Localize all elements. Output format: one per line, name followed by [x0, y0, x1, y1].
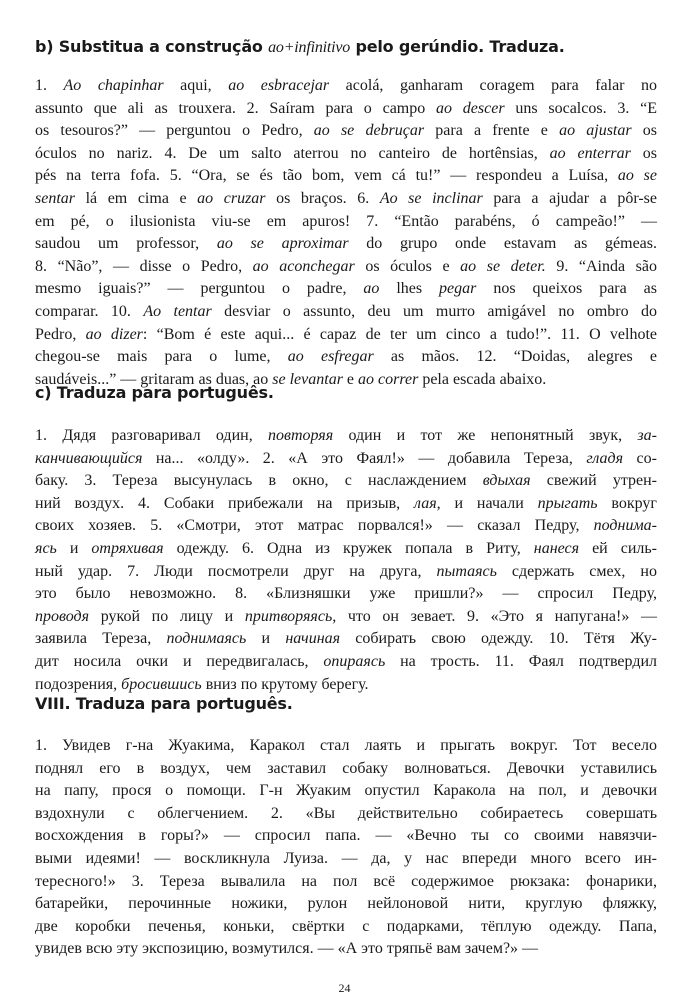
text-line: канчивающийся на... «олду». 2. «А это Фаял!» — добавила Тереза, гладя со- — [35, 449, 657, 467]
text-line: sentar lá em cima e ao cruzar os braços. 6. Ao se inclinar para a ajudar a pôr-se — [35, 189, 658, 207]
italic-term: лая, — [414, 494, 441, 512]
italic-term: поднима- — [593, 517, 657, 535]
text-line: тересного!» 3. Тереза вывалила на пол всё содержимое рюкзака: фонарики, — [35, 872, 657, 890]
text-line: увидев всю эту экспозицию, возмутился. — «А это тряпьё вам зачем?» — — [35, 940, 539, 958]
italic-term: ao se aproximar — [216, 235, 349, 253]
text-line: баку. 3. Тереза высунулась в окно, с наслаждением вдыхая свежий утрен- — [35, 472, 658, 490]
italic-term: поднимаясь — [166, 630, 247, 648]
text-line: 1. Увидев г-на Жуакима, Каракол стал лаять и прыгать вокруг. Тот весело — [35, 737, 657, 754]
section-viii-paragraph — [35, 735, 657, 961]
text-line: ний воздух. 4. Собаки прибежали на призыв, лая, и начали прыгать вокруг — [35, 494, 657, 512]
italic-term: прыгать — [537, 494, 598, 512]
italic-term: ao ajustar — [559, 122, 632, 140]
italic-term: притворяясь — [244, 607, 333, 625]
italic-term: ao aconchegar — [252, 257, 355, 275]
text-line: проводя рукой по лицу и притворяясь, что он зевает. 9. «Это я напугана!» — — [35, 607, 657, 625]
italic-term: ao cruzar — [197, 189, 266, 207]
text-line: ный удар. 7. Люди посмотрели друг на друга, пытаясь сдержать смех, но — [35, 562, 657, 580]
text-line: saudáveis...” — gritaram as duas, ao se levantar e ao correr pela escada abaixo. — [35, 370, 547, 388]
section-viii-heading: VIII. Traduza para português. — [35, 694, 293, 713]
text-line: ясь и отряхивая одежду. 6. Одна из кружек попала в Риту, нанеся ей силь- — [35, 539, 658, 557]
text-line: chegou-se mais para o lume, ao esfregar as mãos. 12. “Doidas, alegres e — [35, 348, 657, 366]
text-line: поднял его в воздух, чем заставил собаку волноваться. Девочки уставились — [35, 759, 657, 777]
text-line: выми идеями! — воскликнула Луиза. — да, у нас впереди много всего ин- — [35, 849, 657, 867]
italic-term: вдыхая — [482, 472, 531, 490]
text-line: saudou um professor, ao se aproximar do grupo onde estavam as gémeas. — [35, 235, 658, 253]
italic-term: Ao tentar — [143, 302, 212, 320]
italic-term: ao dizer — [85, 325, 143, 343]
italic-term: канчивающийся — [35, 449, 143, 467]
section-c-heading: c) Traduza para português. — [35, 383, 274, 402]
text-line: 1. Дядя разговаривал один, повторяя один и тот же непонятный звук, за- — [35, 427, 657, 444]
italic-term: sentar — [35, 189, 75, 207]
section-c-paragraph — [35, 425, 657, 696]
italic-term: пытаясь — [436, 562, 497, 580]
text-line: дит носила очки и передвигалась, опираясь на трость. 11. Фаял подтвердил — [35, 652, 657, 670]
italic-term: за- — [637, 427, 657, 444]
text-line: это было невозможно. 8. «Близняшки уже пришли?» — спросил Педру, — [35, 585, 657, 603]
text-line: 1. Ao chapinhar aqui, ao esbracejar acolá, ganharam coragem para falar no — [35, 77, 658, 94]
text-line: своих хозяев. 5. «Смотри, этот матрас порвался!» — сказал Педру, поднима- — [35, 517, 657, 535]
text-line: на папу, прося о помощи. Г-н Жуаким опустил Каракола на пол, и девочки — [35, 782, 657, 800]
text-line: батарейки, перочинные ножики, рулон нейлоновой нити, круглую фляжку, — [35, 895, 657, 913]
italic-term: ao correr — [358, 370, 419, 388]
text-line: assunto que ali as trouxera. 2. Saíram para o campo ao descer uns socalcos. 3. “E — [35, 99, 657, 117]
italic-term: отряхивая — [91, 539, 164, 557]
italic-term: бросившись — [121, 675, 202, 693]
text-line: comparar. 10. Ao tentar desviar o assunto, deu um murro amigável no ombro do — [35, 302, 658, 320]
text-line: pés na terra fofa. 5. “Ora, se és tão bom, vem cá tu!” — respondeu a Luísa, ao se — [35, 167, 658, 185]
italic-term: повторяя — [268, 427, 334, 444]
text-line: 8. “Não”, — disse o Pedro, ao aconchegar os óculos e ao se deter. 9. “Ainda são — [35, 257, 658, 275]
text-line: os tesouros?” — perguntou o Pedro, ao se debruçar para a frente e ao ajustar os — [35, 122, 658, 140]
italic-term: ao se debruçar — [313, 122, 425, 140]
text-line: две коробки печенья, коньки, свёртки с подарками, тёплую одежду. Папа, — [35, 917, 657, 935]
italic-term: ao se deter. — [460, 257, 546, 275]
italic-term: se levantar — [272, 370, 343, 388]
italic-term: Ao se inclinar — [379, 189, 483, 207]
text-line: mesmo iguais?” — perguntou o padre, ao lhes pegar nos queixos para as — [35, 280, 657, 298]
italic-term: нанеся — [533, 539, 580, 557]
italic-term: ao — [363, 280, 380, 298]
italic-term: гладя — [586, 449, 624, 467]
italic-term: ao enterrar — [549, 144, 631, 162]
text-line: подозрения, бросившись вниз по крутому берегу. — [35, 675, 369, 693]
italic-term: проводя — [35, 607, 90, 625]
italic-term: ao esbracejar — [228, 77, 330, 94]
text-line: восхождения в горы?» — спросил папа. — «Вечно ты со своими навязчи- — [35, 827, 657, 845]
text-line: Pedro, ao dizer: “Bom é este aqui... é capaz de ter um cinco a tudo!”. 11. O velhote — [35, 325, 658, 343]
italic-term: опираясь — [323, 652, 386, 670]
italic-term: начиная — [285, 630, 341, 648]
italic-term: Ao chapinhar — [63, 77, 164, 94]
text-line: вздохнули с облегчением. 2. «Вы действительно собираетесь совершать — [35, 804, 657, 822]
section-b-paragraph — [35, 75, 657, 391]
italic-term: ясь — [35, 539, 57, 557]
text-line: em pé, o ilusionista viu-se em apuros! 7. “Então parabéns, ó campeão!” — — [35, 212, 657, 230]
page-number: 24 — [338, 981, 351, 995]
text-line: óculos no nariz. 4. De um salto aterrou no canteiro de hortênsias, ao enterrar os — [35, 144, 658, 162]
italic-term: pegar — [439, 280, 477, 298]
text-line: заявила Тереза, поднимаясь и начиная собирать свою одежду. 10. Тётя Жу- — [35, 630, 658, 648]
italic-term: ao descer — [436, 99, 505, 117]
italic-term: ao se — [617, 167, 658, 185]
italic-term: ao esfregar — [287, 348, 374, 366]
section-b-heading: b) Substitua a construção ao+infinitivo pelo gerúndio. Traduza. — [35, 37, 565, 56]
